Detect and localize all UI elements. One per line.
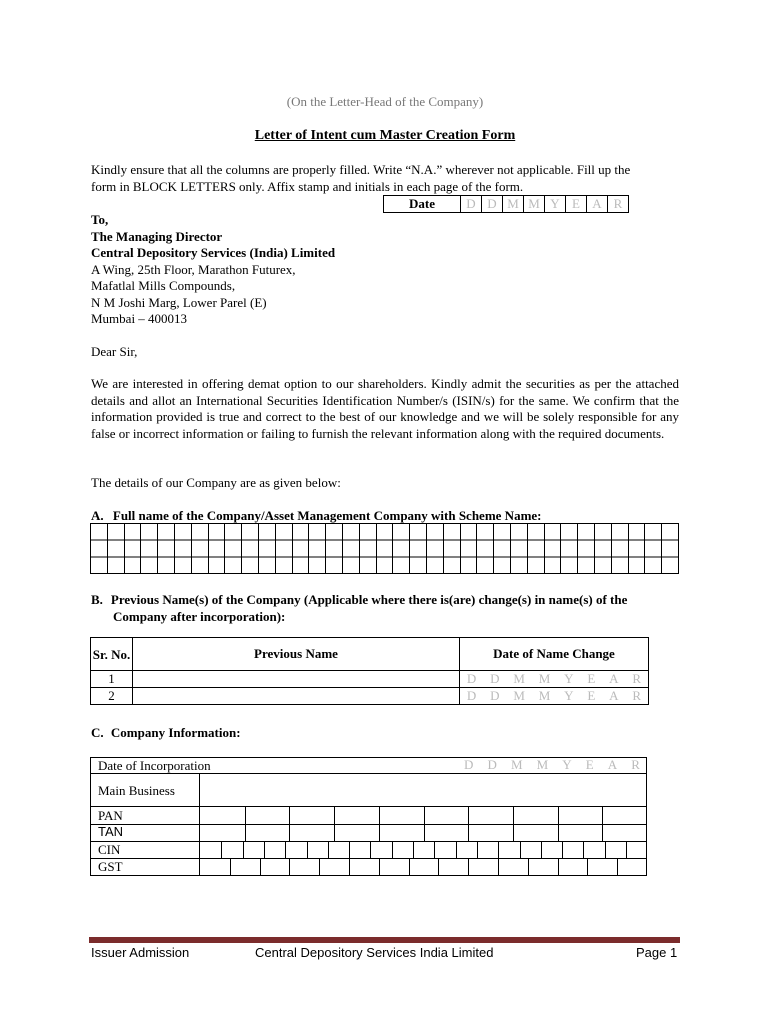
- address-line: N M Joshi Marg, Lower Parel (E): [91, 294, 267, 310]
- month-digit: M: [538, 688, 551, 703]
- year-digit: R: [632, 671, 642, 686]
- date-label: Date: [384, 196, 461, 213]
- section-b-label: B.: [91, 592, 103, 607]
- salutation: Dear Sir,: [91, 344, 138, 359]
- section-b-title-line1: Previous Name(s) of the Company (Applicable where there is(are) change(s) in name(s) of the: [110, 592, 628, 607]
- footer-left: Issuer Admission: [91, 945, 190, 960]
- month-digit: M: [513, 688, 525, 703]
- page-title: Letter of Intent cum Master Creation Form: [254, 128, 516, 143]
- year-digit: Y: [562, 757, 572, 772]
- section-b-heading: [91, 592, 685, 625]
- year-digit: R: [631, 757, 640, 772]
- year-digit: R: [632, 688, 642, 703]
- letterhead-note: (On the Letter-Head of the Company): [286, 94, 484, 109]
- section-a-label: A.: [91, 508, 104, 523]
- date-digit: D: [490, 688, 500, 703]
- previous-names-table: [90, 637, 649, 705]
- section-c-heading: [91, 725, 241, 741]
- footer-center: Central Depository Services India Limited: [255, 945, 494, 960]
- tan-label: TAN: [98, 824, 124, 839]
- address-line: Central Depository Services (India) Limited: [91, 245, 336, 260]
- month-digit: M: [510, 757, 523, 772]
- date-digit: D: [490, 671, 500, 686]
- main-business-input[interactable]: [200, 774, 646, 806]
- row-number: 1: [91, 671, 133, 688]
- row-number: 2: [91, 688, 133, 705]
- pan-label: PAN: [98, 808, 123, 823]
- body-paragraph: We are interested in offering demat option to our shareholders. Kindly admit the securities as per the attached details and allot an International Securities Identification Number/s (ISIN/s) for the same. We confirm that the information provided is true and correct to the best of our knowledge and we will be solely responsible for any false or incorrect information or failing to furnish the relevant information along with the required documents.: [91, 376, 679, 441]
- instructions-line-2: form in BLOCK LETTERS only. Affix stamp and initials in each page of the form.: [91, 179, 524, 194]
- details-intro: The details of our Company are as given below:: [91, 475, 341, 490]
- date-digit[interactable]: D: [461, 196, 482, 213]
- main-business-label: Main Business: [98, 783, 175, 798]
- year-digit[interactable]: Y: [545, 196, 566, 213]
- month-digit[interactable]: M: [524, 196, 545, 213]
- instructions-line-1: Kindly ensure that all the columns are properly filled. Write “N.A.” wherever not applicable. Fill up the: [91, 162, 631, 177]
- previous-name-input[interactable]: [133, 688, 460, 705]
- year-digit: Y: [564, 688, 574, 703]
- section-a-heading: [91, 508, 542, 524]
- year-digit: E: [587, 688, 596, 703]
- table-row: [91, 671, 649, 688]
- table-row: [91, 688, 649, 705]
- year-digit: A: [607, 757, 618, 772]
- date-digit: D: [466, 688, 477, 703]
- section-a-title: Full name of the Company/Asset Management Company with Scheme Name:: [112, 508, 542, 523]
- recipient-address: [91, 212, 335, 328]
- year-digit[interactable]: E: [566, 196, 587, 213]
- month-digit[interactable]: M: [503, 196, 524, 213]
- month-digit: M: [538, 671, 551, 686]
- address-line: Mafatlal Mills Compounds,: [91, 278, 236, 293]
- date-of-name-change-input[interactable]: [460, 671, 649, 688]
- instructions: [91, 162, 683, 195]
- column-header-sr-no: Sr. No.: [91, 638, 133, 671]
- section-c-label: C.: [91, 725, 104, 740]
- column-header-date-of-name-change: Date of Name Change: [460, 638, 649, 671]
- footer-page-number: Page 1: [636, 945, 678, 960]
- company-name-grid[interactable]: [90, 523, 679, 574]
- year-digit[interactable]: A: [587, 196, 608, 213]
- year-digit: A: [609, 671, 619, 686]
- month-digit: M: [536, 757, 549, 772]
- cin-label: CIN: [98, 842, 121, 857]
- year-digit: Y: [564, 671, 574, 686]
- date-digit[interactable]: D: [482, 196, 503, 213]
- date-digit: D: [487, 757, 497, 772]
- section-b-title-line2: Company after incorporation):: [113, 608, 286, 624]
- address-line: A Wing, 25th Floor, Marathon Futurex,: [91, 261, 296, 277]
- footer-bar: [89, 937, 680, 943]
- gst-label: GST: [98, 859, 123, 874]
- year-digit: E: [587, 671, 596, 686]
- date-digit: D: [464, 757, 474, 772]
- month-digit: M: [513, 671, 525, 686]
- year-digit: E: [585, 757, 594, 772]
- year-digit[interactable]: R: [608, 196, 629, 213]
- section-c-title: Company Information:: [110, 725, 241, 740]
- address-line: Mumbai – 400013: [91, 311, 188, 326]
- previous-name-input[interactable]: [133, 671, 460, 688]
- date-of-name-change-input[interactable]: [460, 688, 649, 705]
- address-line: The Managing Director: [91, 228, 223, 244]
- address-to: To,: [91, 212, 109, 227]
- date-of-incorporation-input[interactable]: [457, 757, 647, 773]
- company-info-grid: [90, 757, 647, 876]
- column-header-previous-name: Previous Name: [133, 638, 460, 671]
- date-digit: D: [466, 671, 477, 686]
- date-of-incorporation-label: Date of Incorporation: [98, 758, 211, 773]
- year-digit: A: [609, 688, 619, 703]
- date-box: [383, 195, 629, 213]
